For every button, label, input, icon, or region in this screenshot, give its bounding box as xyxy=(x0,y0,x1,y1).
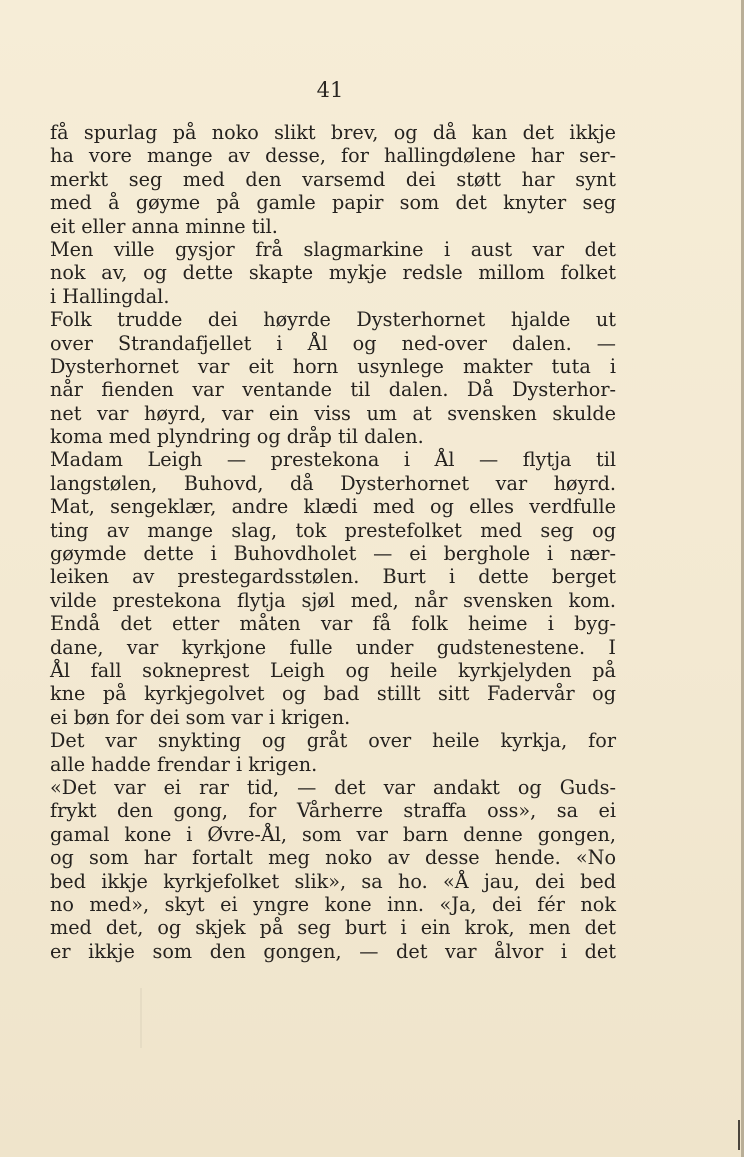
text-line: dane, var kyrkjone fulle under gudstenestene. I xyxy=(50,635,616,659)
text-line: merkt seg med den varsemd dei støtt har synt xyxy=(50,167,616,191)
text-line: «Det var ei rar tid, — det var andakt og Guds- xyxy=(50,775,616,799)
text-line: eit eller anna minne til. xyxy=(50,214,278,238)
text-line: ting av mange slag, tok prestefolket med seg og xyxy=(50,518,616,542)
text-line: Madam Leigh — prestekona i Ål — flytja til xyxy=(50,448,616,472)
text-line: alle hadde frendar i krigen. xyxy=(50,752,318,776)
text-line: i Hallingdal. xyxy=(50,284,170,308)
text-line: over Strandafjellet i Ål og ned-over dalen. — xyxy=(50,331,616,355)
paper-blemish xyxy=(140,988,142,1048)
text-line: koma med plyndring og dråp til dalen. xyxy=(50,425,424,449)
page-number: 41 xyxy=(316,78,344,102)
text-line: gamal kone i Øvre-Ål, som var barn denne gongen, xyxy=(50,822,616,846)
text-line: er ikkje som den gongen, — det var ålvor i det xyxy=(50,939,616,963)
text-line: når fienden var ventande til dalen. Då Dysterhor- xyxy=(50,378,616,402)
text-line: ei bøn for dei som var i krigen. xyxy=(50,705,351,729)
text-line: langstølen, Buhovd, då Dysterhornet var høyrd. xyxy=(50,471,616,495)
text-line: vilde prestekona flytja sjøl med, når svensken kom. xyxy=(50,588,616,612)
text-line: gøymde dette i Buhovdholet — ei berghole i nær- xyxy=(50,542,616,566)
text-line: frykt den gong, for Vårherre straffa oss», sa ei xyxy=(50,799,616,823)
text-line: no med», skyt ei yngre kone inn. «Ja, dei fér nok xyxy=(50,892,616,916)
text-line: og som har fortalt meg noko av desse hende. «No xyxy=(50,846,616,870)
text-line: Ål fall sokneprest Leigh og heile kyrkjelyden på xyxy=(50,658,616,682)
text-line: med det, og skjek på seg burt i ein krok, men det xyxy=(50,916,616,940)
text-line: med å gøyme på gamle papir som det knyter seg xyxy=(50,191,616,215)
body-text xyxy=(50,121,616,963)
text-line: Endå det etter måten var få folk heime i byg- xyxy=(50,612,616,636)
text-line: ha vore mange av desse, for hallingdølene har ser- xyxy=(50,144,616,168)
text-line: Mat, sengeklær, andre klædi med og elles verdfulle xyxy=(50,495,616,519)
text-line: nok av, og dette skapte mykje redsle millom folket xyxy=(50,261,616,285)
text-line: net var høyrd, var ein viss um at svensken skulde xyxy=(50,401,616,425)
text-line: Det var snykting og gråt over heile kyrkja, for xyxy=(50,729,616,753)
text-line: leiken av prestegardsstølen. Burt i dette berget xyxy=(50,565,616,589)
text-line: Men ville gysjor frå slagmarkine i aust var det xyxy=(50,237,616,261)
text-line: kne på kyrkjegolvet og bad stillt sitt Fadervår og xyxy=(50,682,616,706)
text-line: få spurlag på noko slikt brev, og då kan det ikkje xyxy=(50,121,616,144)
text-line: Dysterhornet var eit horn usynlege makter tuta i xyxy=(50,354,616,378)
page-edge-mark xyxy=(738,1120,740,1150)
text-line: Folk trudde dei høyrde Dysterhornet hjalde ut xyxy=(50,308,616,332)
text-line: bed ikkje kyrkjefolket slik», sa ho. «Å jau, dei bed xyxy=(50,869,616,893)
